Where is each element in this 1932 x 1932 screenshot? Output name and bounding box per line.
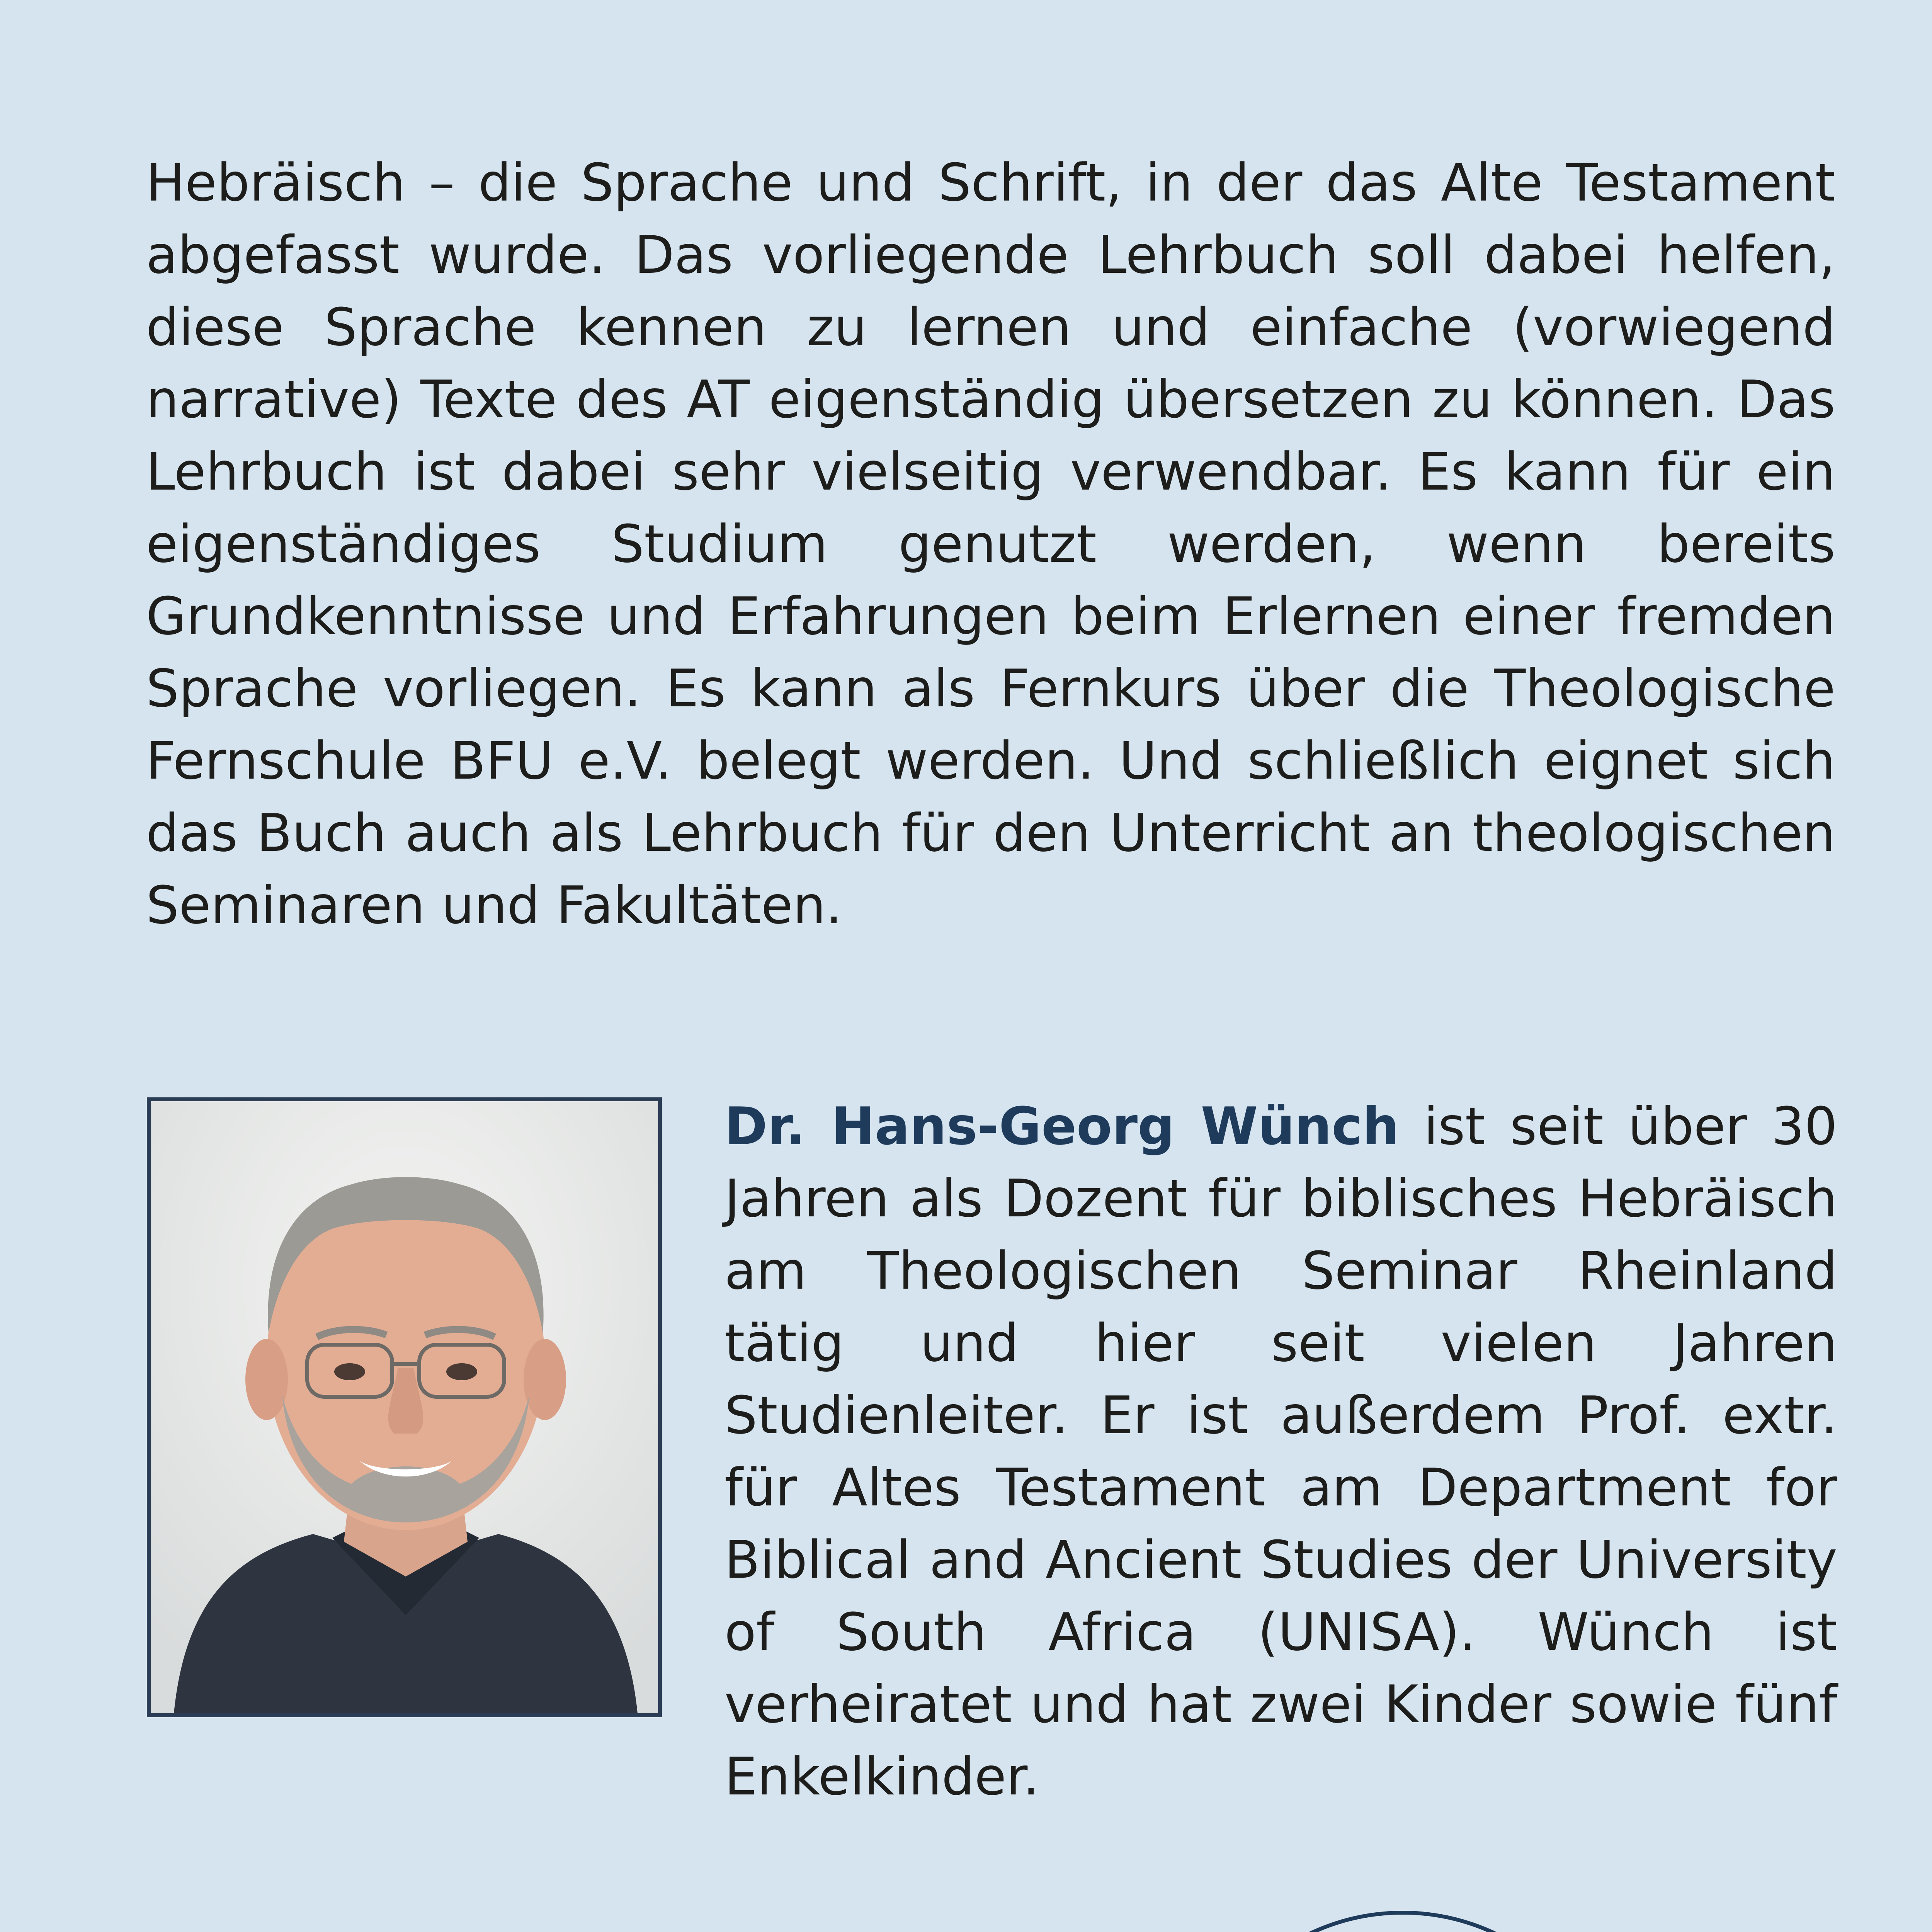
author-bio	[724, 1090, 1837, 1813]
author-bio-text: ist seit über 30 Jahren als Dozent für biblisches Hebräisch am Theologischen Seminar Rheinland tätig und hier seit vielen Jahren Studienleiter. Er ist außerdem Prof. extr. für Altes Testament am Department for Biblical and Ancient Studies der University of South Africa (UNISA). Wünch ist verheiratet und hat zwei Kinder sowie fünf Enkelkinder.	[724, 1096, 1837, 1807]
zfu-approval-stamp	[1175, 1901, 1631, 1932]
author-portrait-illustration	[151, 1101, 658, 1713]
author-name: Dr. Hans-Georg Wünch	[724, 1096, 1400, 1156]
intro-paragraph: Hebräisch – die Sprache und Schrift, in der das Alte Testament abgefasst wurde. Das vorliegende Lehrbuch soll dabei helfen, diese Sprache kennen zu lernen und einfache (vorwiegend narrative) Texte des AT eigenständig übersetzen zu können. Das Lehrbuch ist dabei sehr vielseitig verwendbar. Es kann für ein eigenständiges Studium genutzt werden, wenn bereits Grundkenntnisse und Erfahrungen beim Erlernen einer fremden Sprache vorliegen. Es kann als Fernkurs über die Theologische Fernschule BFU e.V. belegt werden. Und schließlich eignet sich das Buch auch als Lehrbuch für den Unterricht an theologischen Seminaren und Fakultäten.	[146, 153, 1835, 935]
author-photo	[147, 1097, 662, 1717]
